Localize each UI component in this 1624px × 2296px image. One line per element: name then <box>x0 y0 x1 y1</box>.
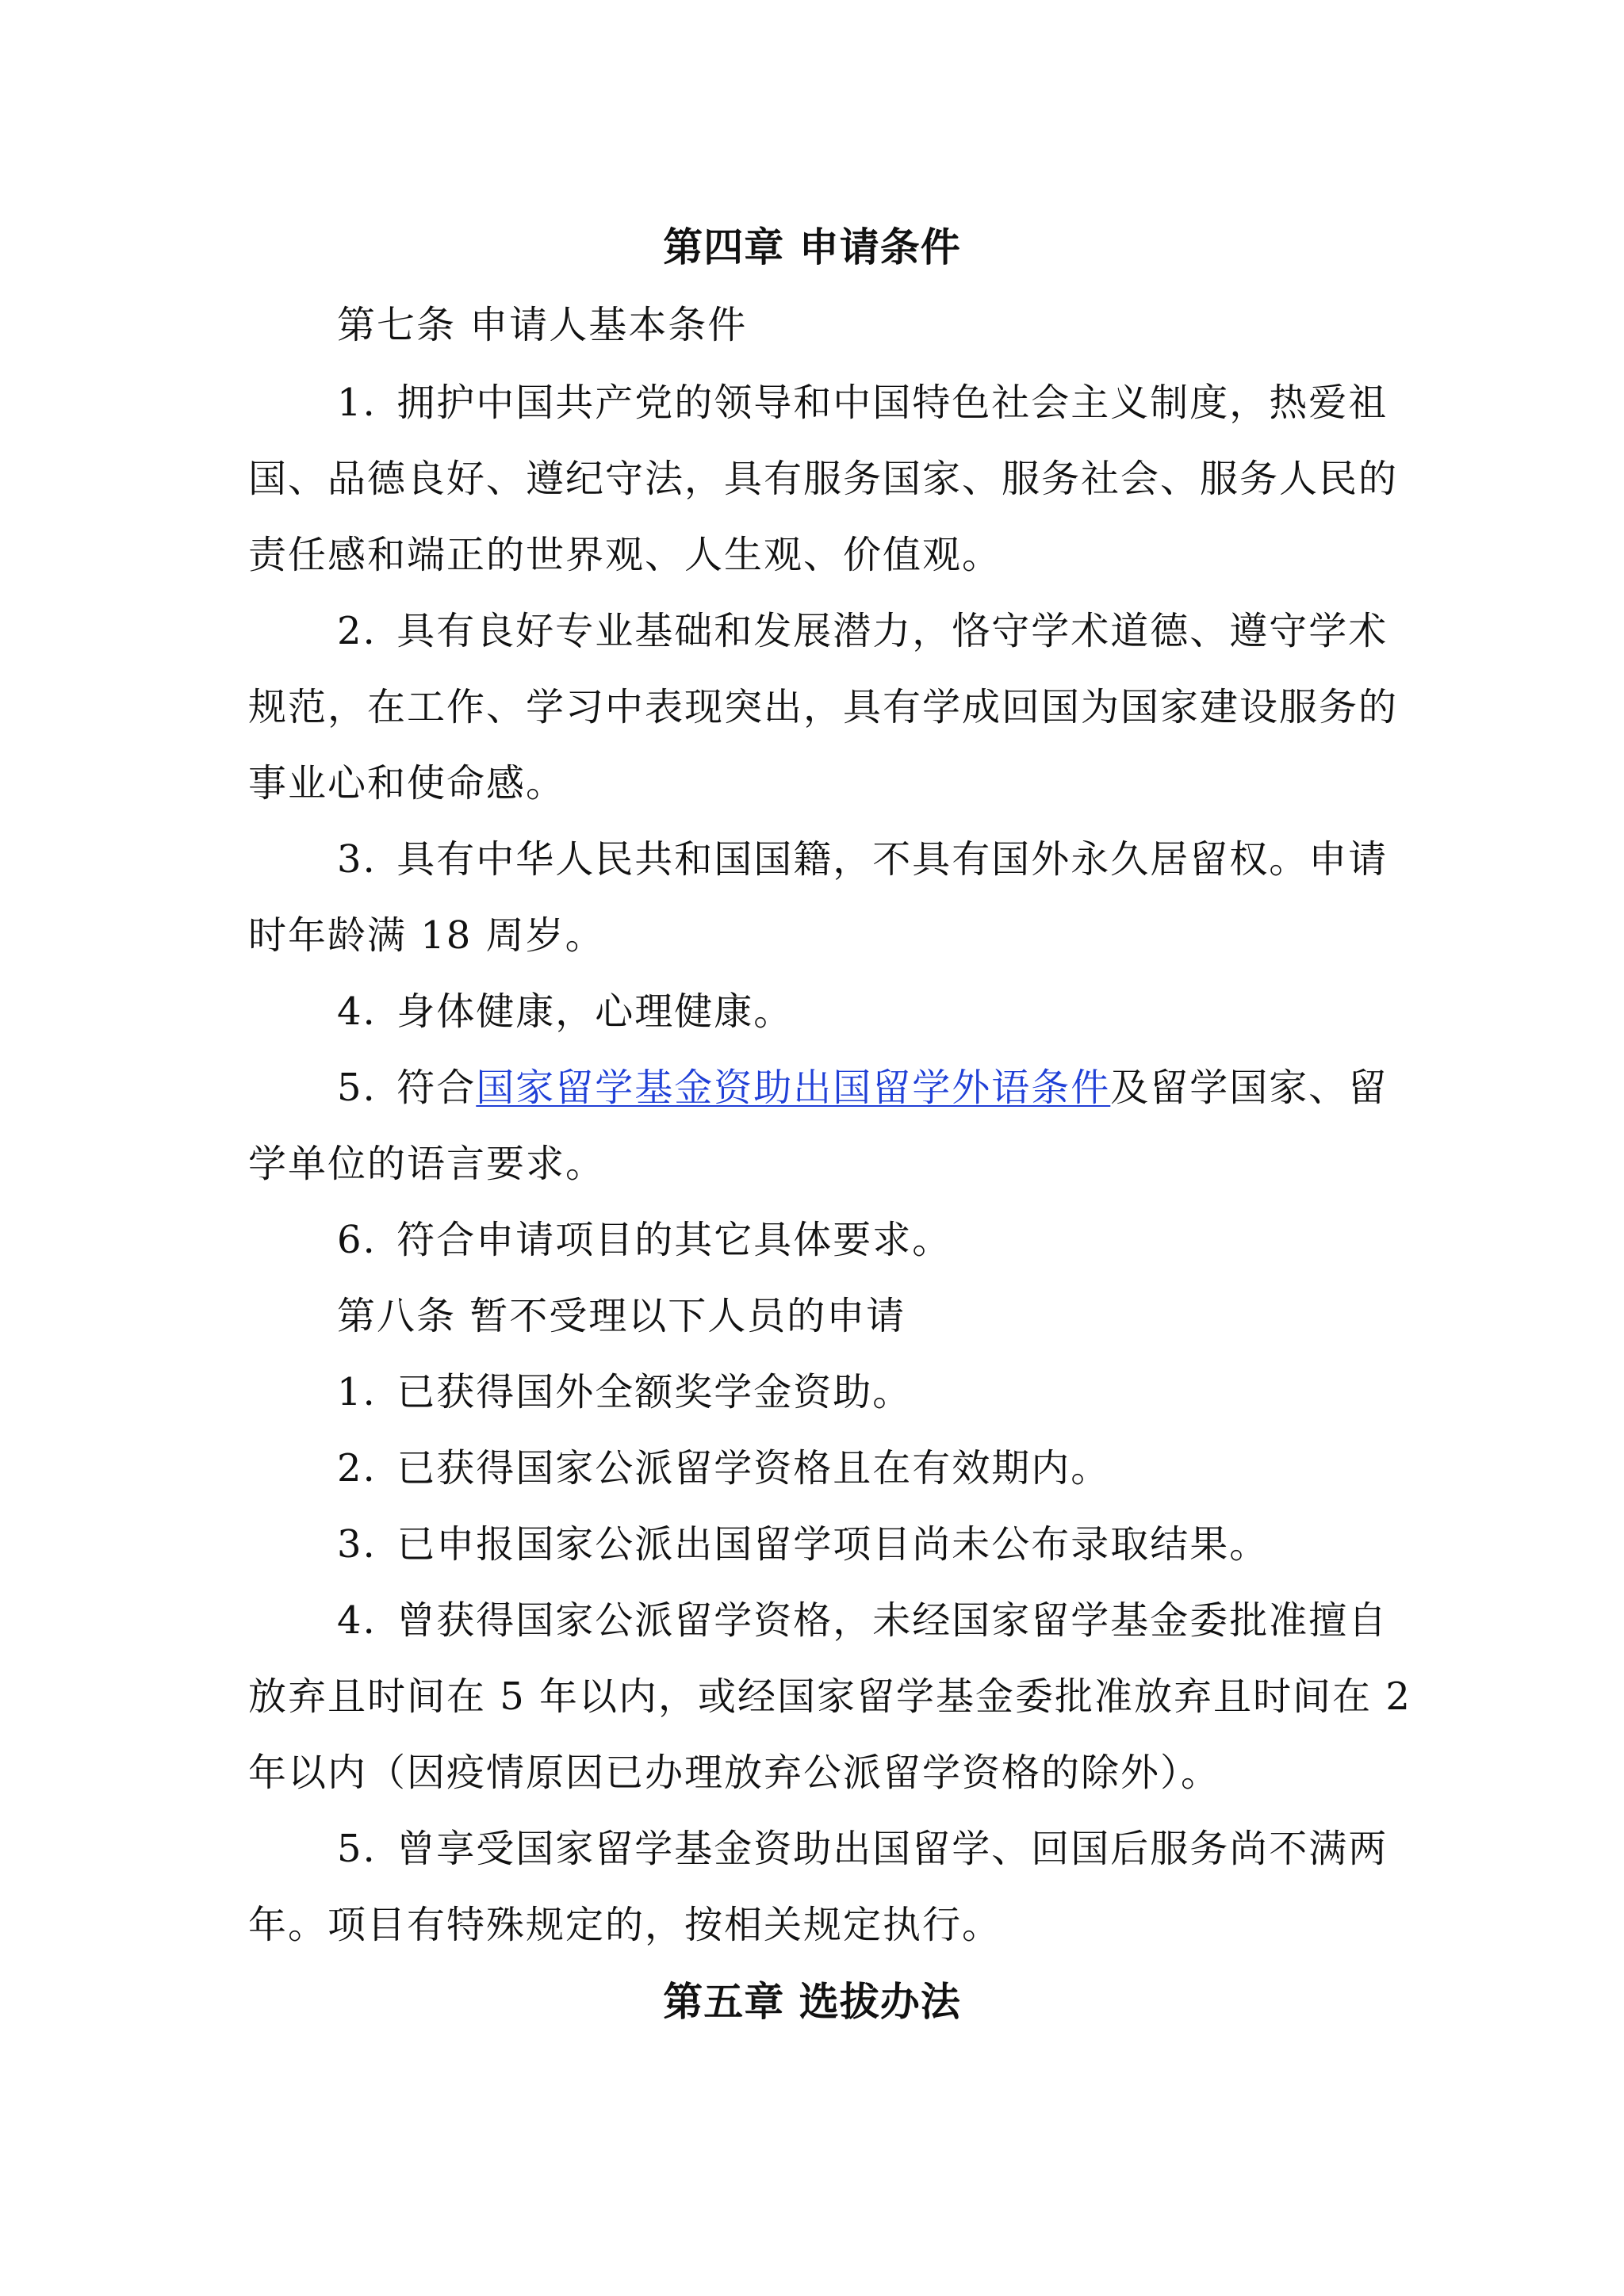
chapter-5-heading: 第五章 选拔办法 <box>663 1978 961 2025</box>
article-7-item-2 <box>337 607 1388 655</box>
chapter-4-heading: 第四章 申请条件 <box>663 224 961 270</box>
item-text: 已申报国家公派出国留学项目尚未公布录取结果。 <box>396 1522 1270 1567</box>
item-text-pre: 符合 <box>396 1066 477 1110</box>
article-7-item-3 <box>337 836 1388 883</box>
article-7-item-5 <box>337 1064 1388 1112</box>
article-8-item-4 <box>337 1597 1388 1644</box>
item-text: 已获得国家公派留学资格且在有效期内。 <box>396 1446 1111 1490</box>
article-7-item-1 <box>337 379 1388 427</box>
article-8-item-2 <box>337 1445 1110 1492</box>
item-text: 符合申请项目的其它具体要求。 <box>396 1218 952 1262</box>
item-number: 1. <box>337 381 377 425</box>
item-number: 5. <box>337 1827 377 1871</box>
item-text: 拥护中国共产党的领导和中国特色社会主义制度，热爱祖 <box>396 381 1388 425</box>
item-number: 3. <box>337 837 377 882</box>
item-number: 4. <box>337 989 377 1034</box>
article-7-item-5-line-2: 学单位的语言要求。 <box>248 1142 606 1186</box>
article-8-title: 第八条 暂不受理以下人员的申请 <box>337 1294 906 1338</box>
item-number: 6. <box>337 1218 377 1262</box>
item-text: 具有良好专业基础和发展潜力，恪守学术道德、遵守学术 <box>396 609 1388 653</box>
item-number: 2. <box>337 1446 377 1490</box>
item-text-post: 及留学国家、留 <box>1110 1066 1388 1110</box>
article-7-item-6 <box>337 1216 952 1264</box>
article-8-item-5 <box>337 1825 1388 1873</box>
article-8-item-1 <box>337 1368 912 1416</box>
item-number: 1. <box>337 1370 377 1414</box>
item-number: 3. <box>337 1522 377 1567</box>
article-7-item-3-line-2: 时年龄满 18 周岁。 <box>248 913 605 958</box>
item-text: 曾享受国家留学基金资助出国留学、回国后服务尚不满两 <box>396 1827 1388 1871</box>
article-7-item-2-line-2: 规范，在工作、学习中表现突出，具有学成回国为国家建设服务的 <box>248 685 1399 729</box>
article-8-item-5-line-2: 年。项目有特殊规定的，按相关规定执行。 <box>248 1903 1002 1947</box>
item-text: 具有中华人民共和国国籍，不具有国外永久居留权。申请 <box>396 837 1388 882</box>
article-7-item-4 <box>337 988 793 1035</box>
article-7-item-2-line-3: 事业心和使命感。 <box>248 761 566 806</box>
foreign-language-requirements-link[interactable]: 国家留学基金资助出国留学外语条件 <box>476 1066 1111 1110</box>
article-8-item-3 <box>337 1521 1269 1568</box>
article-8-item-4-line-3: 年以内（因疫情原因已办理放弃公派留学资格的除外）。 <box>248 1751 1221 1795</box>
article-7-title: 第七条 申请人基本条件 <box>337 303 748 347</box>
item-text: 已获得国外全额奖学金资助。 <box>396 1370 913 1414</box>
item-text: 身体健康，心理健康。 <box>396 989 794 1034</box>
article-7-item-1-line-2: 国、品德良好、遵纪守法，具有服务国家、服务社会、服务人民的 <box>248 457 1399 501</box>
item-number: 2. <box>337 609 377 653</box>
item-text: 曾获得国家公派留学资格，未经国家留学基金委批准擅自 <box>396 1598 1388 1643</box>
article-7-item-1-line-3: 责任感和端正的世界观、人生观、价值观。 <box>248 533 1002 577</box>
item-number: 5. <box>337 1066 377 1110</box>
article-8-item-4-line-2: 放弃且时间在 5 年以内，或经国家留学基金委批准放弃且时间在 2 <box>248 1674 1411 1719</box>
item-number: 4. <box>337 1598 377 1643</box>
